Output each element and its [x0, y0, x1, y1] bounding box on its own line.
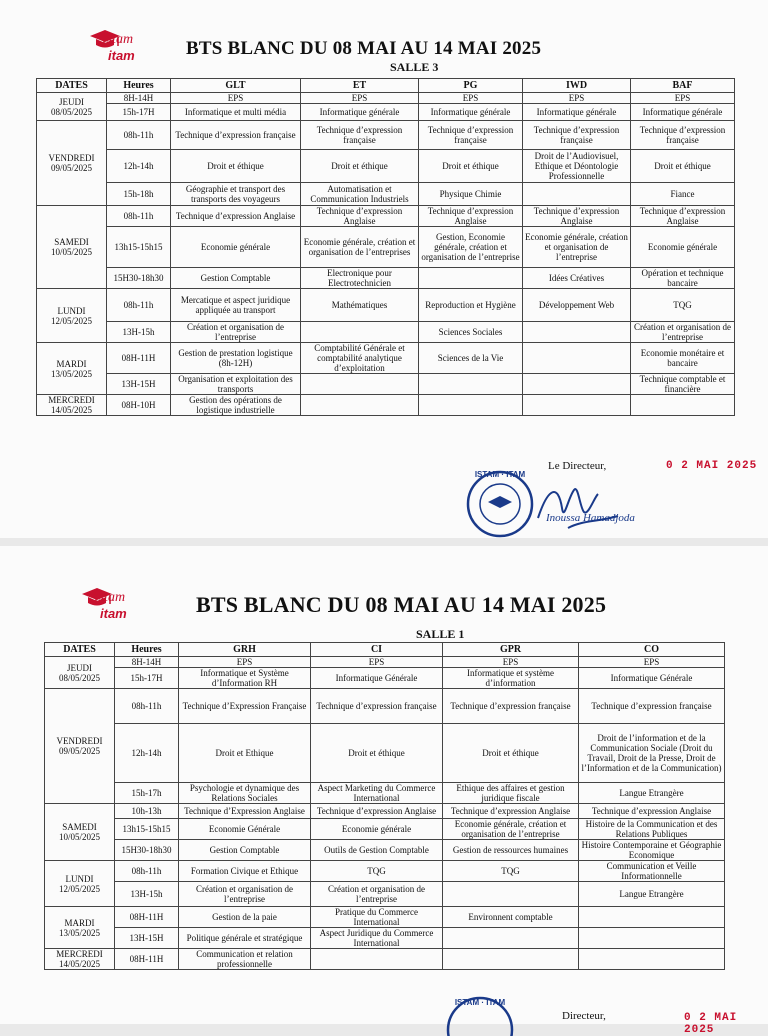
- subject-cell: Outils de Gestion Comptable: [311, 840, 443, 861]
- subject-cell: [443, 882, 579, 907]
- table-row: [45, 907, 725, 928]
- table-row: [45, 689, 725, 724]
- subject-cell: Géographie et transport des transports des voyageurs: [171, 183, 301, 206]
- time-cell: 8H-14H: [107, 93, 171, 104]
- exam-schedule-table: [36, 78, 735, 416]
- subject-cell: EPS: [301, 93, 419, 104]
- table-row: [37, 121, 735, 150]
- time-cell: 12h-14h: [107, 150, 171, 183]
- subject-cell: Mercatique et aspect juridique appliquée au transport: [171, 289, 301, 322]
- director-label: Directeur,: [562, 1010, 606, 1022]
- column-header: Heures: [107, 79, 171, 93]
- subject-cell: [579, 907, 725, 928]
- subject-cell: Gestion Comptable: [171, 268, 301, 289]
- subject-cell: Comptabilité Générale et comptabilité analytique d’exploitation: [301, 343, 419, 374]
- subject-cell: [301, 395, 419, 416]
- subject-cell: Droit et éthique: [443, 724, 579, 783]
- istam-logo: [88, 28, 168, 76]
- subject-cell: Technique d’expression française: [443, 689, 579, 724]
- logo-text-istam: Istam: [94, 590, 126, 605]
- time-cell: 15h-17h: [115, 783, 179, 804]
- subject-cell: Gestion de prestation logistique (8h-12H): [171, 343, 301, 374]
- subject-cell: EPS: [179, 657, 311, 668]
- date-cell: JEUDI 08/05/2025: [45, 657, 115, 689]
- date-cell: VENDREDI 09/05/2025: [45, 689, 115, 804]
- column-header: GLT: [171, 79, 301, 93]
- subject-cell: Technique d’expression française: [631, 121, 735, 150]
- subject-cell: Technique d’expression Anglaise: [311, 804, 443, 819]
- table-row: [45, 861, 725, 882]
- date-cell: MERCREDI 14/05/2025: [37, 395, 107, 416]
- official-stamp-icon: [440, 992, 520, 1032]
- subject-cell: Droit et éthique: [311, 724, 443, 783]
- date-cell: JEUDI 08/05/2025: [37, 93, 107, 121]
- subject-cell: Technique d’expression Anglaise: [579, 804, 725, 819]
- table-row: [37, 268, 735, 289]
- date-cell: LUNDI 12/05/2025: [45, 861, 115, 907]
- subject-cell: [579, 949, 725, 970]
- column-header: CO: [579, 643, 725, 657]
- table-row: [45, 668, 725, 689]
- subject-cell: Informatique Générale: [579, 668, 725, 689]
- room-label: SALLE 3: [390, 60, 439, 74]
- time-cell: 13h15-15h15: [115, 819, 179, 840]
- subject-cell: Droit et éthique: [301, 150, 419, 183]
- subject-cell: Technique d’expression Anglaise: [301, 206, 419, 227]
- table-header-row: [37, 79, 735, 93]
- subject-cell: Sciences Sociales: [419, 322, 523, 343]
- time-cell: 10h-13h: [115, 804, 179, 819]
- subject-cell: Communication et Veille Informationnelle: [579, 861, 725, 882]
- logo-text-itam: itam: [108, 48, 135, 63]
- subject-cell: Droit et éthique: [631, 150, 735, 183]
- subject-cell: Langue Etrangère: [579, 783, 725, 804]
- subject-cell: Informatique générale: [631, 104, 735, 121]
- time-cell: 8H-14H: [115, 657, 179, 668]
- subject-cell: Communication et relation professionnelle: [179, 949, 311, 970]
- istam-logo: [80, 586, 160, 634]
- subject-cell: Technique d’expression Anglaise: [631, 206, 735, 227]
- subject-cell: Mathématiques: [301, 289, 419, 322]
- time-cell: 08h-11h: [107, 121, 171, 150]
- subject-cell: Economie générale: [171, 227, 301, 268]
- time-cell: 13H-15H: [107, 374, 171, 395]
- subject-cell: [301, 322, 419, 343]
- subject-cell: Histoire Contemporaine et Géographie Economique: [579, 840, 725, 861]
- column-header: DATES: [37, 79, 107, 93]
- column-header: BAF: [631, 79, 735, 93]
- subject-cell: TQG: [443, 861, 579, 882]
- subject-cell: Technique d’expression française: [523, 121, 631, 150]
- subject-cell: EPS: [523, 93, 631, 104]
- subject-cell: Informatique et Système d’Information RH: [179, 668, 311, 689]
- svg-text:ISTAM · ITAM: ISTAM · ITAM: [474, 470, 526, 479]
- column-header: CI: [311, 643, 443, 657]
- table-row: [45, 949, 725, 970]
- time-cell: 15H30-18h30: [115, 840, 179, 861]
- time-cell: 15H30-18h30: [107, 268, 171, 289]
- time-cell: 08h-11h: [115, 861, 179, 882]
- subject-cell: Création et organisation de l’entreprise: [311, 882, 443, 907]
- subject-cell: Technique d’expression française: [579, 689, 725, 724]
- subject-cell: [301, 374, 419, 395]
- subject-cell: Economie générale: [631, 227, 735, 268]
- date-cell: SAMEDI 10/05/2025: [37, 206, 107, 289]
- subject-cell: EPS: [311, 657, 443, 668]
- subject-cell: Economie Générale: [179, 819, 311, 840]
- date-stamp: 0 2 MAI 2025: [684, 1012, 738, 1036]
- subject-cell: Langue Etrangère: [579, 882, 725, 907]
- subject-cell: Politique générale et stratégique: [179, 928, 311, 949]
- subject-cell: Informatique générale: [301, 104, 419, 121]
- subject-cell: Ethique des affaires et gestion juridique fiscale: [443, 783, 579, 804]
- column-header: IWD: [523, 79, 631, 93]
- subject-cell: Gestion, Economie générale, création et organisation de l’entreprise: [419, 227, 523, 268]
- exam-schedule-table: [44, 642, 725, 970]
- table-row: [37, 322, 735, 343]
- table-row: [45, 928, 725, 949]
- subject-cell: EPS: [631, 93, 735, 104]
- subject-cell: Organisation et exploitation des transports: [171, 374, 301, 395]
- subject-cell: [631, 395, 735, 416]
- time-cell: 15h-18h: [107, 183, 171, 206]
- time-cell: 13H-15h: [115, 882, 179, 907]
- subject-cell: [419, 374, 523, 395]
- subject-cell: Informatique Générale: [311, 668, 443, 689]
- subject-cell: Economie générale, création et organisation de l’entreprise: [443, 819, 579, 840]
- table-row: [37, 395, 735, 416]
- subject-cell: Technique d’expression française: [301, 121, 419, 150]
- time-cell: 08h-11h: [115, 689, 179, 724]
- subject-cell: Formation Civique et Ethique: [179, 861, 311, 882]
- subject-cell: Aspect Juridique du Commerce International: [311, 928, 443, 949]
- column-header: ET: [301, 79, 419, 93]
- subject-cell: Aspect Marketing du Commerce International: [311, 783, 443, 804]
- subject-cell: Droit de l’information et de la Communication Sociale (Droit du Travail, Droit de la Presse, Droit de l’Information et de la Communication): [579, 724, 725, 783]
- subject-cell: Histoire de la Communication et des Relations Publiques: [579, 819, 725, 840]
- subject-cell: Economie générale, création et organisation de l’entreprise: [523, 227, 631, 268]
- table-row: [45, 840, 725, 861]
- time-cell: 13H-15h: [107, 322, 171, 343]
- table-row: [37, 93, 735, 104]
- date-cell: MERCREDI 14/05/2025: [45, 949, 115, 970]
- subject-cell: Physique Chimie: [419, 183, 523, 206]
- column-header: Heures: [115, 643, 179, 657]
- subject-cell: EPS: [579, 657, 725, 668]
- column-header: GRH: [179, 643, 311, 657]
- subject-cell: EPS: [443, 657, 579, 668]
- subject-cell: Economie monétaire et bancaire: [631, 343, 735, 374]
- subject-cell: Pratique du Commerce International: [311, 907, 443, 928]
- signatory-name: Inoussa Hamadjoda: [546, 512, 635, 524]
- subject-cell: Informatique et système d’information: [443, 668, 579, 689]
- subject-cell: [311, 949, 443, 970]
- subject-cell: Technique d’expression Anglaise: [523, 206, 631, 227]
- table-row: [45, 657, 725, 668]
- date-cell: VENDREDI 09/05/2025: [37, 121, 107, 206]
- subject-cell: [419, 268, 523, 289]
- subject-cell: TQG: [311, 861, 443, 882]
- subject-cell: Informatique générale: [419, 104, 523, 121]
- time-cell: 12h-14h: [115, 724, 179, 783]
- time-cell: 13h15-15h15: [107, 227, 171, 268]
- subject-cell: Droit de l’Audiovisuel, Ethique et Déontologie Professionnelle: [523, 150, 631, 183]
- time-cell: 08H-10H: [107, 395, 171, 416]
- subject-cell: Droit et Ethique: [179, 724, 311, 783]
- subject-cell: Technique d’expression Anglaise: [443, 804, 579, 819]
- subject-cell: EPS: [171, 93, 301, 104]
- table-row: [37, 150, 735, 183]
- date-stamp: 0 2 MAI 2025: [666, 460, 758, 472]
- subject-cell: Fiance: [631, 183, 735, 206]
- subject-cell: EPS: [419, 93, 523, 104]
- subject-cell: Reproduction et Hygiène: [419, 289, 523, 322]
- subject-cell: Idées Créatives: [523, 268, 631, 289]
- subject-cell: Automatisation et Communication Industriels: [301, 183, 419, 206]
- date-cell: MARDI 13/05/2025: [37, 343, 107, 395]
- subject-cell: [419, 395, 523, 416]
- subject-cell: Droit et éthique: [171, 150, 301, 183]
- subject-cell: Technique d’expression française: [311, 689, 443, 724]
- time-cell: 15h-17H: [107, 104, 171, 121]
- time-cell: 15h-17H: [115, 668, 179, 689]
- director-label: Le Directeur,: [548, 460, 607, 472]
- table-row: [37, 374, 735, 395]
- time-cell: 08h-11h: [107, 206, 171, 227]
- logo-text-itam: itam: [100, 606, 127, 621]
- subject-cell: [523, 183, 631, 206]
- subject-cell: [523, 322, 631, 343]
- subject-cell: [443, 949, 579, 970]
- svg-text:ISTAM · ITAM: ISTAM · ITAM: [454, 998, 506, 1007]
- room-label: SALLE 1: [416, 627, 465, 641]
- subject-cell: Création et organisation de l’entreprise: [179, 882, 311, 907]
- subject-cell: [579, 928, 725, 949]
- subject-cell: Création et organisation de l’entreprise: [171, 322, 301, 343]
- subject-cell: Gestion des opérations de logistique industrielle: [171, 395, 301, 416]
- table-row: [45, 724, 725, 783]
- table-row: [45, 882, 725, 907]
- subject-cell: Informatique générale: [523, 104, 631, 121]
- page-title: BTS BLANC DU 08 MAI AU 14 MAI 2025: [196, 592, 607, 617]
- subject-cell: Technique comptable et financière: [631, 374, 735, 395]
- table-row: [37, 104, 735, 121]
- page-title: BTS BLANC DU 08 MAI AU 14 MAI 2025: [186, 38, 542, 59]
- time-cell: 13H-15H: [115, 928, 179, 949]
- subject-cell: Technique d’expression Anglaise: [171, 206, 301, 227]
- date-cell: LUNDI 12/05/2025: [37, 289, 107, 343]
- subject-cell: Economie générale: [311, 819, 443, 840]
- subject-cell: Environnent comptable: [443, 907, 579, 928]
- date-cell: MARDI 13/05/2025: [45, 907, 115, 949]
- table-header-row: [45, 643, 725, 657]
- column-header: PG: [419, 79, 523, 93]
- subject-cell: TQG: [631, 289, 735, 322]
- column-header: DATES: [45, 643, 115, 657]
- subject-cell: Technique d’expression française: [171, 121, 301, 150]
- table-row: [37, 206, 735, 227]
- subject-cell: Opération et technique bancaire: [631, 268, 735, 289]
- table-row: [37, 183, 735, 206]
- time-cell: 08H-11H: [115, 949, 179, 970]
- time-cell: 08h-11h: [107, 289, 171, 322]
- subject-cell: Electronique pour Electrotechnicien: [301, 268, 419, 289]
- subject-cell: Sciences de la Vie: [419, 343, 523, 374]
- time-cell: 08H-11H: [115, 907, 179, 928]
- subject-cell: [523, 374, 631, 395]
- subject-cell: Développement Web: [523, 289, 631, 322]
- table-row: [45, 783, 725, 804]
- subject-cell: Technique d’Expression Française: [179, 689, 311, 724]
- subject-cell: Gestion de la paie: [179, 907, 311, 928]
- logo-text-istam: Istam: [102, 32, 134, 47]
- subject-cell: Technique d’expression Anglaise: [419, 206, 523, 227]
- subject-cell: Economie générale, création et organisation de l’entreprises: [301, 227, 419, 268]
- subject-cell: Informatique et multi média: [171, 104, 301, 121]
- subject-cell: Création et organisation de l’entreprise: [631, 322, 735, 343]
- table-row: [37, 343, 735, 374]
- table-row: [45, 819, 725, 840]
- table-row: [37, 289, 735, 322]
- date-cell: SAMEDI 10/05/2025: [45, 804, 115, 861]
- subject-cell: [523, 395, 631, 416]
- table-row: [45, 804, 725, 819]
- subject-cell: [523, 343, 631, 374]
- subject-cell: Psychologie et dynamique des Relations Sociales: [179, 783, 311, 804]
- subject-cell: [443, 928, 579, 949]
- subject-cell: Technique d’expression française: [419, 121, 523, 150]
- subject-cell: Droit et éthique: [419, 150, 523, 183]
- subject-cell: Technique d’Expression Anglaise: [179, 804, 311, 819]
- column-header: GPR: [443, 643, 579, 657]
- table-row: [37, 227, 735, 268]
- time-cell: 08H-11H: [107, 343, 171, 374]
- subject-cell: Gestion de ressources humaines: [443, 840, 579, 861]
- subject-cell: Gestion Comptable: [179, 840, 311, 861]
- signature-icon: [528, 478, 638, 536]
